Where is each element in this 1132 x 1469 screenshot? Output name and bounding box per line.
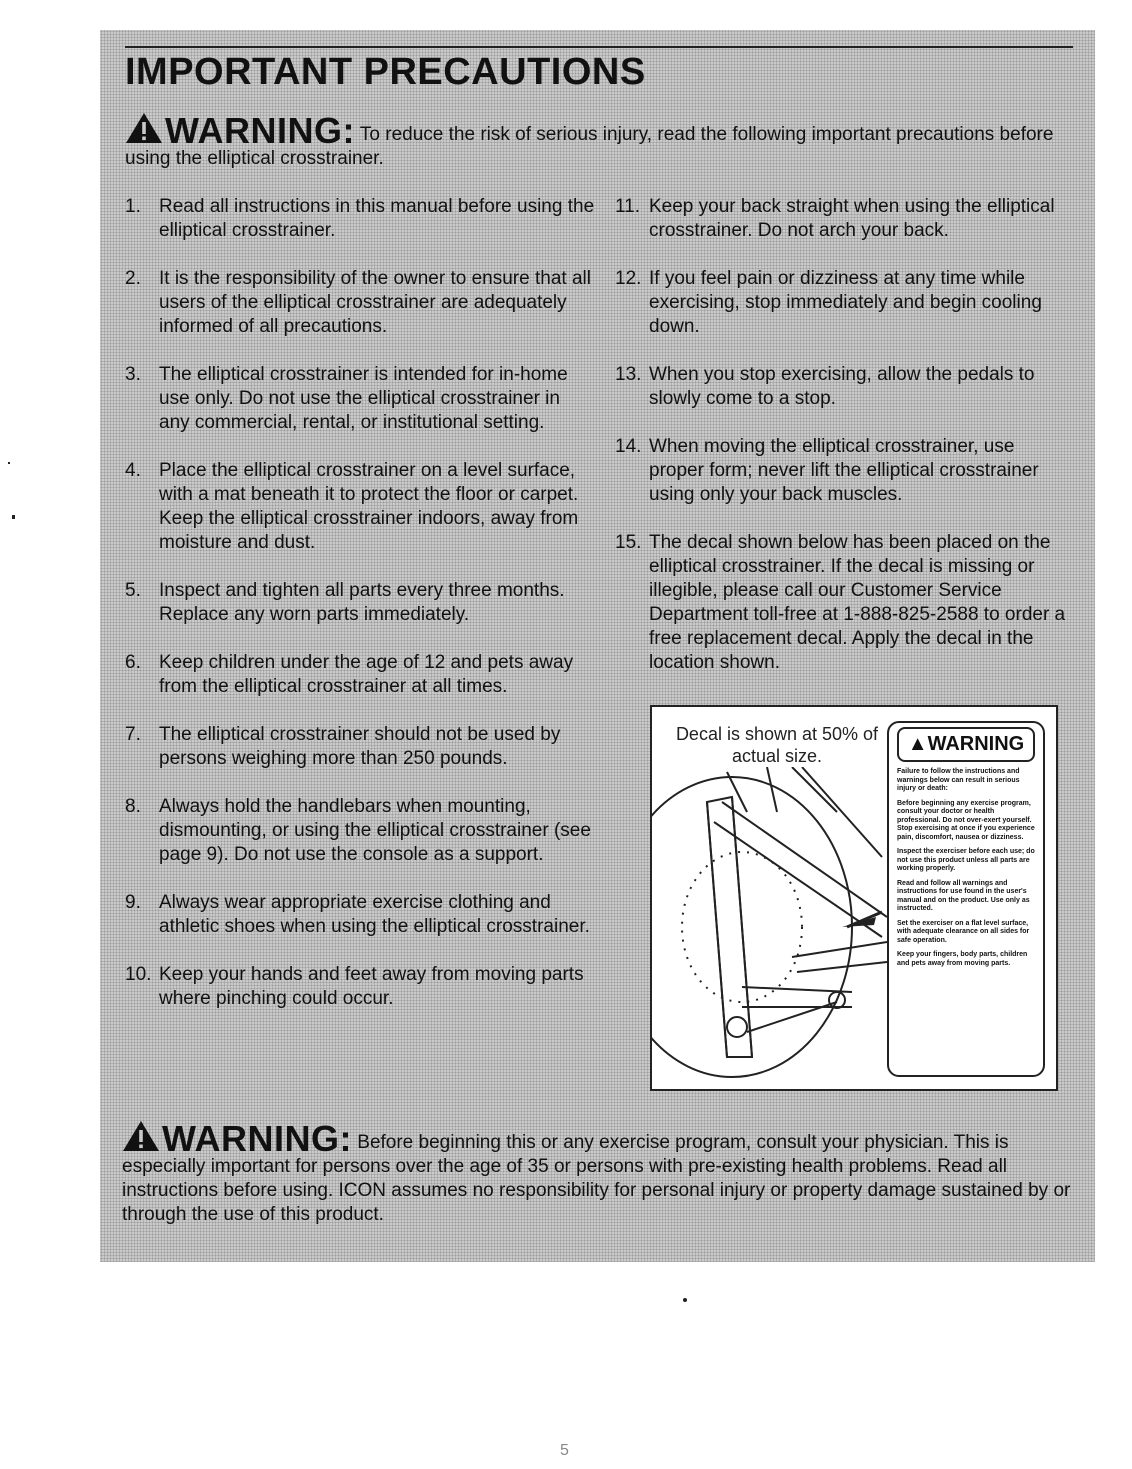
- decal-figure: [650, 705, 1058, 1091]
- item-number: 14.: [615, 436, 642, 457]
- precaution-item: [125, 267, 595, 339]
- precaution-item: [125, 891, 595, 939]
- label-paragraph: Read and follow all warnings and instructions for use found in the user's manual and on the product. Use only as instructed.: [897, 879, 1030, 912]
- precaution-item: [125, 363, 595, 435]
- item-text: If you feel pain or dizziness at any time while exercising, stop immediately and begin cooling down.: [649, 268, 1042, 337]
- item-text: Always hold the handlebars when mounting, dismounting, or using the elliptical crosstrainer (see page 9). Do not use the console as a support.: [159, 796, 591, 865]
- warning-word: WARNING:: [162, 1118, 352, 1159]
- precaution-item: [125, 195, 595, 243]
- precaution-item: [615, 195, 1070, 243]
- precaution-item: [615, 363, 1070, 411]
- precautions-left-column: [125, 195, 595, 1035]
- scan-mark: [8, 462, 10, 464]
- warning-footer-text: Before beginning this or any exercise program, consult your physician. This is especially important for persons over the age of 35 or persons with pre-existing health problems. Read all instructions before using. ICON assumes no responsibility for personal injury or property damage sustained by or through the use of this product.: [122, 1132, 1071, 1225]
- label-title: [897, 727, 1035, 762]
- item-text: Always wear appropriate exercise clothing and athletic shoes when using the elliptical crosstrainer.: [159, 892, 590, 937]
- item-number: 4.: [125, 460, 141, 481]
- item-number: 10.: [125, 964, 152, 985]
- item-text: Keep children under the age of 12 and pets away from the elliptical crosstrainer at all times.: [159, 652, 574, 697]
- item-number: 1.: [125, 196, 141, 217]
- precaution-item: [125, 579, 595, 627]
- precaution-item: [615, 435, 1070, 507]
- label-paragraph: Keep your fingers, body parts, children and pets away from moving parts.: [897, 951, 1028, 967]
- scan-mark: [683, 1298, 687, 1302]
- title-rule: [125, 46, 1073, 48]
- precaution-item: [125, 963, 595, 1011]
- label-paragraph: Before beginning any exercise program, consult your doctor or health professional. Do not over-exert yourself. Stop exercising at once if you experience pain, discomfort, nausea or dizziness.: [897, 799, 1035, 841]
- crosstrainer-illustration: [652, 767, 887, 1091]
- item-text: Keep your back straight when using the elliptical crosstrainer. Do not arch your back.: [649, 196, 1055, 241]
- label-paragraph: Failure to follow the instructions and warnings below can result in serious injury or death:: [897, 768, 1020, 792]
- item-number: 7.: [125, 724, 141, 745]
- label-paragraph: Inspect the exerciser before each use; do not use this product unless all parts are working properly.: [897, 848, 1035, 872]
- item-number: 2.: [125, 268, 141, 289]
- item-text: The elliptical crosstrainer is intended for in-home use only. Do not use the elliptical crosstrainer in any commercial, rental, or institutional setting.: [159, 364, 568, 433]
- item-text: When you stop exercising, allow the pedals to slowly come to a stop.: [649, 364, 1035, 409]
- precaution-item: [125, 459, 595, 555]
- item-number: 15.: [615, 532, 642, 553]
- precaution-item: [125, 723, 595, 771]
- item-text: Place the elliptical crosstrainer on a level surface, with a mat beneath it to protect the floor or carpet. Keep the elliptical crosstrainer indoors, away from moisture and dust.: [159, 460, 579, 553]
- item-number: 5.: [125, 580, 141, 601]
- item-number: 11.: [615, 196, 641, 217]
- warning-triangle-icon: [122, 1120, 160, 1152]
- page-title: IMPORTANT PRECAUTIONS: [125, 51, 646, 93]
- label-title-text: WARNING: [927, 733, 1025, 755]
- scan-mark: [12, 515, 15, 519]
- item-number: 8.: [125, 796, 141, 817]
- item-text: The decal shown below has been placed on the elliptical crosstrainer. If the decal is missing or illegible, please call our Customer Service Department toll-free at 1-888-825-2588 to order a free replacement decal. Apply the decal in the location shown.: [649, 532, 1066, 673]
- item-text: When moving the elliptical crosstrainer, use proper form; never lift the elliptical crosstrainer using only your back muscles.: [649, 436, 1039, 505]
- item-text: Keep your hands and feet away from moving parts where pinching could occur.: [159, 964, 584, 1009]
- item-text: Read all instructions in this manual before using the elliptical crosstrainer.: [159, 196, 595, 241]
- label-paragraph: Set the exerciser on a flat level surface, with adequate clearance on all sides for safe operation.: [897, 919, 1030, 944]
- item-text: It is the responsibility of the owner to ensure that all users of the elliptical crosstrainer are adequately informed of all precautions.: [159, 268, 591, 337]
- item-number: 13.: [615, 364, 642, 385]
- precautions-right-column: [615, 195, 1070, 699]
- warning-footer: [122, 1120, 1072, 1227]
- precaution-item: [125, 651, 595, 699]
- warning-intro: [125, 112, 1055, 171]
- item-number: 3.: [125, 364, 141, 385]
- page-number: 5: [560, 1442, 569, 1459]
- decal-caption: Decal is shown at 50% of actual size.: [675, 724, 879, 766]
- warning-triangle-icon: [125, 112, 163, 144]
- precaution-item: [125, 795, 595, 867]
- precaution-item: [615, 531, 1070, 675]
- item-text: The elliptical crosstrainer should not be used by persons weighing more than 250 pounds.: [159, 724, 561, 769]
- item-number: 6.: [125, 652, 141, 673]
- warning-intro-text: To reduce the risk of serious injury, read the following important precautions before using the elliptical crosstrainer.: [125, 124, 1054, 169]
- precaution-item: [615, 267, 1070, 339]
- item-text: Inspect and tighten all parts every three months. Replace any worn parts immediately.: [159, 580, 565, 625]
- warning-triangle-icon: ▲: [907, 733, 928, 755]
- warning-word: WARNING:: [165, 110, 355, 151]
- item-number: 9.: [125, 892, 141, 913]
- item-number: 12.: [615, 268, 642, 289]
- warning-label-decal: [887, 721, 1045, 1077]
